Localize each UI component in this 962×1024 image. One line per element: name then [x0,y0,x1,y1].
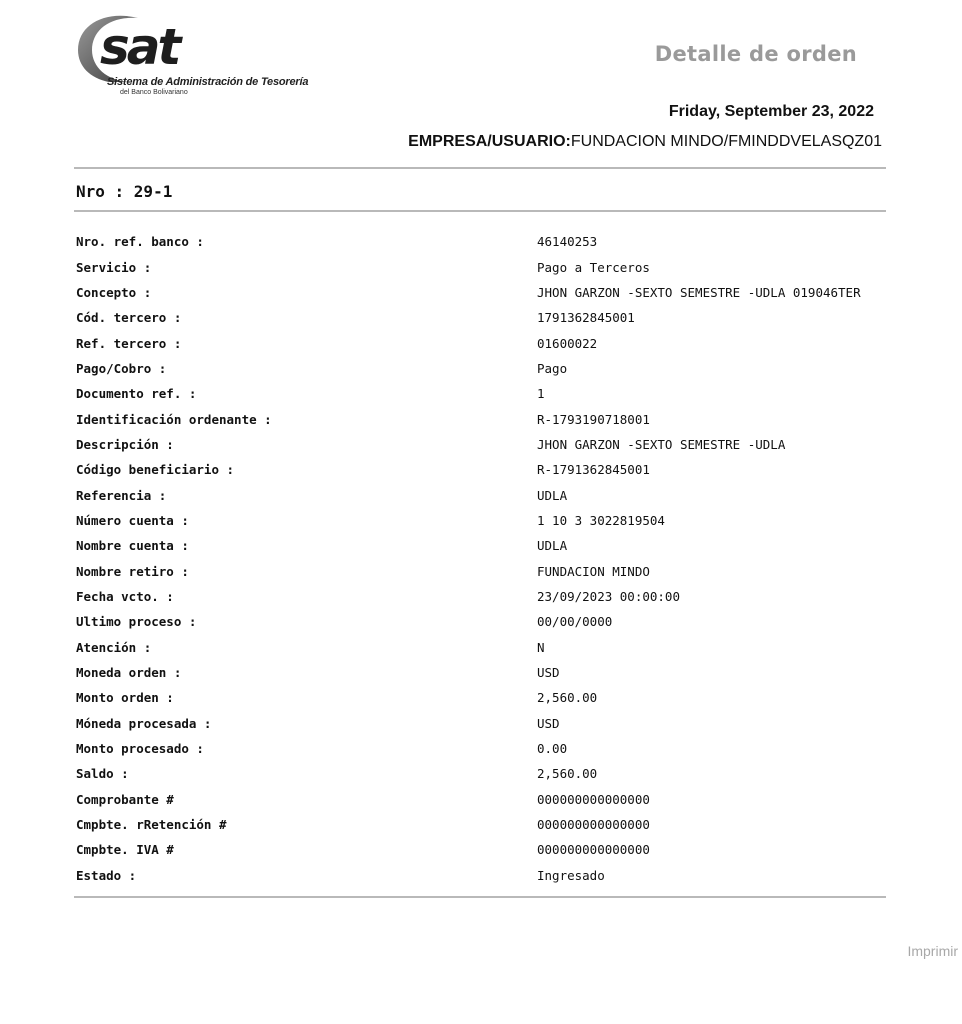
field-row [76,432,876,457]
field-value: R-1791362845001 [537,462,650,478]
field-label: Número cuenta : [76,512,189,528]
page-title: Detalle de orden [654,42,857,66]
field-row [76,584,876,609]
field-value: 23/09/2023 00:00:00 [537,588,680,604]
field-label: Referencia : [76,487,167,503]
field-row [76,761,876,786]
field-label: Identificación ordenante : [76,411,272,427]
field-label: Nro. ref. banco : [76,234,204,250]
field-value: UDLA [537,487,568,503]
field-value: Pago a Terceros [537,259,650,275]
field-label: Nombre retiro : [76,563,189,579]
field-value: 2,560.00 [537,690,598,706]
print-link[interactable]: Imprimir [907,943,958,959]
field-row [76,229,876,254]
field-value: 000000000000000 [537,842,650,858]
field-value: 1 10 3 3022819504 [537,512,665,528]
field-value: Pago [537,360,568,376]
field-label: Documento ref. : [76,386,197,402]
field-row [76,406,876,431]
field-value: R-1793190718001 [537,411,650,427]
field-value: 46140253 [537,234,598,250]
field-row [76,736,876,761]
order-detail-fields [76,229,876,888]
field-value: 0.00 [537,741,568,757]
field-label: Monto procesado : [76,741,204,757]
field-value: Ingresado [537,867,605,883]
field-row [76,254,876,279]
field-row [76,787,876,812]
field-label: Código beneficiario : [76,462,235,478]
field-label: Cmpbte. rRetención # [76,817,227,833]
field-row [76,533,876,558]
field-row [76,609,876,634]
field-value: 1791362845001 [537,310,635,326]
field-value: FUNDACION MINDO [537,563,650,579]
field-row [76,482,876,507]
field-row [76,863,876,888]
field-value: USD [537,665,560,681]
divider-order [74,210,886,212]
field-row [76,381,876,406]
field-label: Saldo : [76,766,129,782]
divider-top [74,167,886,169]
sat-logo [76,12,346,102]
field-value: 01600022 [537,335,598,351]
field-value: N [537,639,545,655]
field-label: Cmpbte. IVA # [76,842,174,858]
logo-wordmark: sat [100,18,179,76]
divider-bottom [74,896,886,898]
field-row [76,558,876,583]
company-user [408,133,882,151]
field-value: 000000000000000 [537,791,650,807]
field-value: JHON GARZON -SEXTO SEMESTRE -UDLA 019046TER [537,284,861,300]
field-label: Servicio : [76,259,152,275]
sat-logo-mark [76,12,346,82]
field-label: Comprobante # [76,791,174,807]
logo-subtitle-bank: del Banco Bolivariano [120,89,188,96]
field-label: Móneda procesada : [76,715,212,731]
field-row [76,305,876,330]
field-row [76,330,876,355]
field-label: Cód. tercero : [76,310,182,326]
field-label: Nombre cuenta : [76,538,189,554]
field-value: UDLA [537,538,568,554]
field-label: Concepto : [76,284,152,300]
field-label: Descripción : [76,436,174,452]
field-value: 000000000000000 [537,817,650,833]
field-value: USD [537,715,560,731]
field-row [76,508,876,533]
field-row [76,635,876,660]
field-label: Ref. tercero : [76,335,182,351]
field-value: 00/00/0000 [537,614,613,630]
company-user-value: FUNDACION MINDO/FMINDDVELASQZ01 [570,133,882,150]
order-number: Nro : 29-1 [76,182,173,201]
field-row [76,837,876,862]
field-row [76,812,876,837]
field-label: Ultimo proceso : [76,614,197,630]
field-label: Fecha vcto. : [76,588,174,604]
logo-subtitle: Sistema de Administración de Tesorería [107,76,309,88]
field-row [76,356,876,381]
company-user-label: EMPRESA/USUARIO: [408,133,571,150]
field-row [76,457,876,482]
field-label: Estado : [76,867,137,883]
field-value: 1 [537,386,545,402]
field-row [76,685,876,710]
field-row [76,711,876,736]
report-date: Friday, September 23, 2022 [668,103,874,120]
field-value: 2,560.00 [537,766,598,782]
field-row [76,660,876,685]
field-label: Atención : [76,639,152,655]
field-label: Pago/Cobro : [76,360,167,376]
field-label: Monto orden : [76,690,174,706]
field-value: JHON GARZON -SEXTO SEMESTRE -UDLA [537,436,786,452]
field-row [76,280,876,305]
field-label: Moneda orden : [76,665,182,681]
